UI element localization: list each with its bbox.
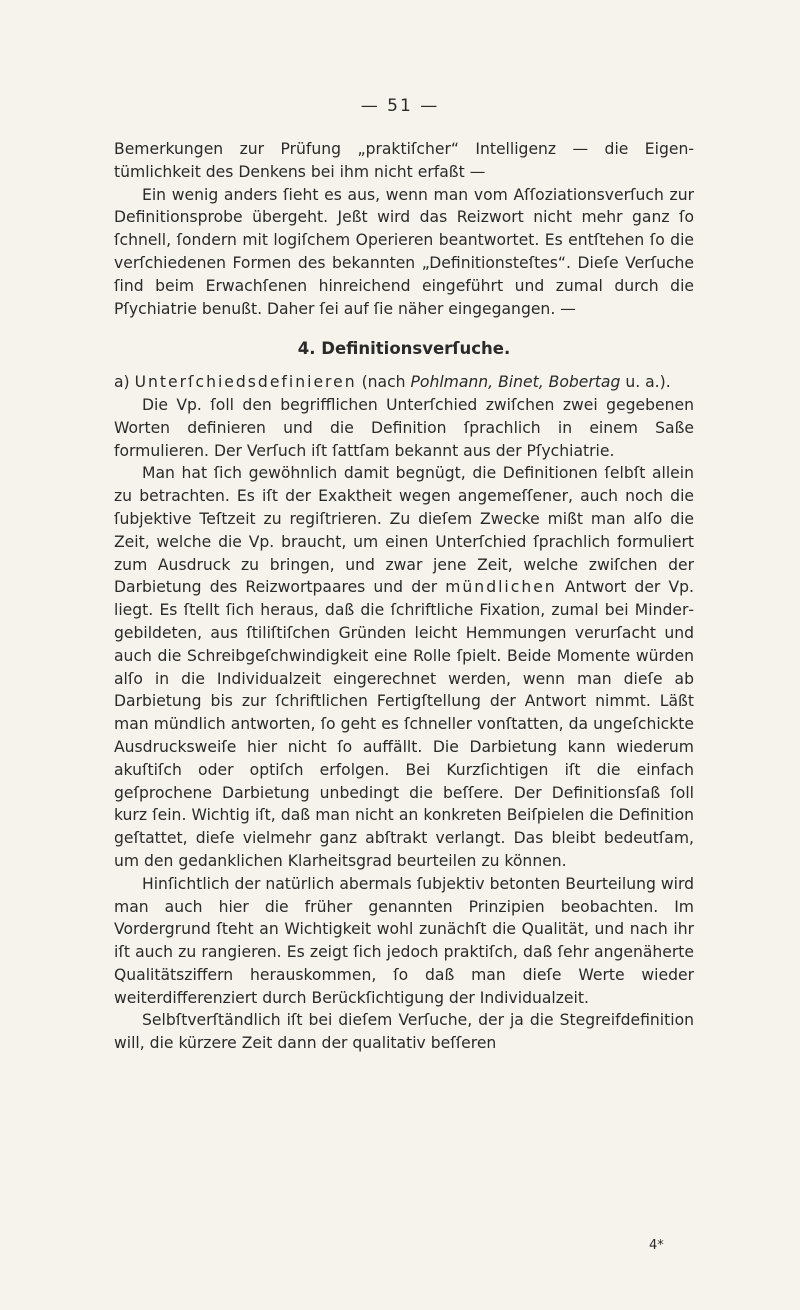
section-heading: 4. Definitionsverſuche. xyxy=(297,339,511,359)
subsection-title xyxy=(114,371,694,394)
paragraph-3-emphasis: mündlichen xyxy=(445,578,557,597)
paragraph-4: Hinſichtlich der natürlich abermals ſubjektiv betonten Beurteilung wird man auch hier die früher genannten Prinzipien beobachten. Im Vordergrund ſteht an Wichtigkeit wohl zunächſt die Qualität, und nach ihr iſt auch zu rangieren. Es zeigt ſich jedoch praktiſch, daß ſehr angenäherte Qualitätsziffern herauskommen, ſo daß man dieſe Werte wieder weiterdifferenziert durch Berückſichtigung der Individualzeit. xyxy=(114,874,694,1007)
paragraph-1: Ein wenig anders ſieht es aus, wenn man vom Aſſoziationsverſuch zur Definitionsprobe übergeht. Jeßt wird das Reizwort nicht mehr ganz ſo ſchnell, ſondern mit logiſchem Operieren beantwortet. Es entſtehen ſo die verſchiedenen Formen des bekannten „Definitionsteſtes“. Dieſe Verſuche ſind beim Erwachſenen hinreichend eingeführt und zumal durch die Pſychiatrie benußt. Daher ſei auf ſie näher eingegangen. — xyxy=(114,185,694,318)
body-text xyxy=(114,138,694,1055)
paragraph-2: Die Vp. ſoll den begrifflichen Unterſchied zwiſchen zwei gegebenen Worten definieren und die Definition ſprachlich in einem Saße formulieren. Der Verſuch iſt ſattſam bekannt aus der Pſychiatrie. xyxy=(114,395,694,460)
paragraph-3-part-a: Man hat ſich gewöhnlich damit begnügt, die Definitionen ſelbſt allein zu betrachten. Es iſt der Exaktheit wegen angemeſſener, auch noch die ſubjektive Teſtzeit zu regiſtrieren. Zu dieſem Zwecke mißt man alſo die Zeit, welche die Vp. braucht, um einen Unterſchied ſprachlich formuliert zum Ausdruck zu bringen, und zwar jene Zeit, welche zwiſchen der Darbietung des Reizwortpaares und der xyxy=(114,464,694,597)
intro-paragraph: Bemerkungen zur Prüfung „praktiſcher“ Intelligenz — die Eigentümlichkeit des Denkens bei ihm nicht erfaßt — xyxy=(114,140,694,181)
subsection-label: a) xyxy=(114,373,130,392)
page-number: — 51 — xyxy=(360,96,440,116)
subsection-name: Unterſchiedsdefinieren xyxy=(134,373,357,392)
paragraph-5: Selbſtverſtändlich iſt bei dieſem Verſuche, der ja die Stegreifdefinition will, die kürzere Zeit dann der qualitativ beſſeren xyxy=(114,1011,694,1053)
subsection-source-open: (nach xyxy=(361,373,406,392)
paragraph-3 xyxy=(114,462,694,872)
subsection-source-close: u. a.). xyxy=(625,373,671,392)
signature-mark: 4* xyxy=(649,1238,664,1253)
subsection-authors: Pohlmann, Binet, Bobertag xyxy=(410,373,621,392)
paragraph-3-part-b: Antwort der Vp. liegt. Es ſtellt ſich heraus, daß die ſchriftliche Fixation, zumal bei Mindergebildeten, aus ſtiliſtiſchen Gründen leicht Hemmungen verurſacht und auch die Schreibgeſchwindigkeit eine Rolle ſpielt. Beide Momente würden alſo in die Individualzeit eingerechnet werden, wenn man dieſe ab Darbietung bis zur ſchriftlichen Fertigſtellung der Antwort nimmt. Läßt man mündlich antworten, ſo geht es ſchneller vonſtatten, da ungeſchickte Ausdrucksweiſe hier nicht ſo auffällt. Die Darbietung kann wiederum akuſtiſch oder optiſch erfolgen. Bei Kurzſichtigen iſt die einfach geſprochene Darbietung unbedingt die beſſere. Der Definitionsſaß ſoll kurz ſein. Wichtig iſt, daß man nicht an konkreten Beiſpielen die Definition geſtattet, dieſe vielmehr ganz abſtrakt verlangt. Das bleibt bedeutſam, um den gedanklichen Klarheitsgrad beurteilen zu können. xyxy=(114,578,694,870)
